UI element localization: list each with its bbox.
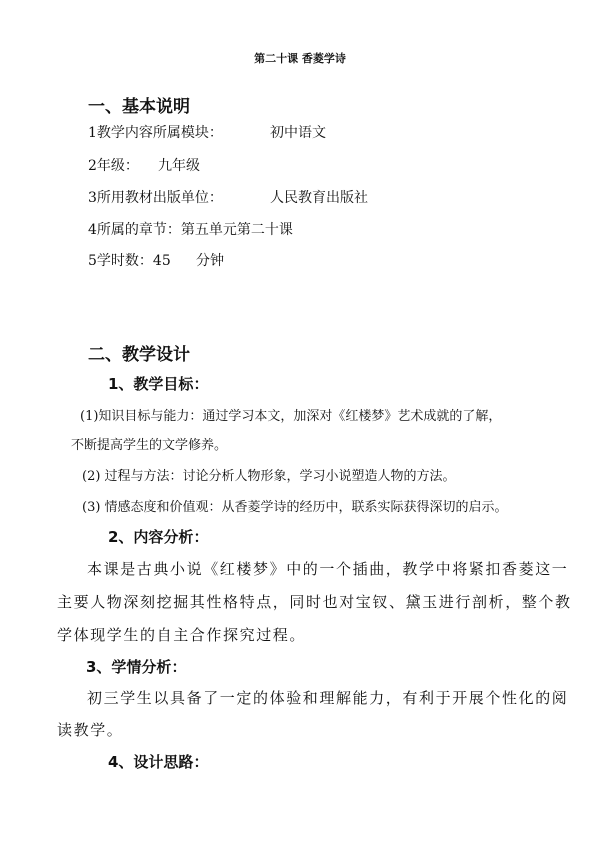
content-paragraph-line: 本课是古典小说《红楼梦》中的一个插曲，教学中将紧扣香菱这一 — [87, 560, 569, 578]
info-label: 1教学内容所属模块： — [88, 125, 223, 141]
learner-paragraph-line: 读教学。 — [57, 721, 124, 739]
info-item-hours — [88, 250, 488, 270]
info-label: 2年级： — [88, 158, 139, 174]
goal-line: (3) 情感态度和价值观：从香菱学诗的经历中，联系实际获得深切的启示。 — [82, 500, 508, 515]
info-item-publisher — [88, 187, 488, 207]
subheading-design-ideas: 4、设计思路： — [108, 753, 209, 771]
info-value: 人民教育出版社 — [270, 190, 368, 206]
info-item-grade — [88, 155, 488, 175]
content-paragraph-line: 主要人物深刻挖掘其性格特点，同时也对宝钗、黛玉进行剖析，整个教 — [57, 593, 572, 611]
goal-line: 不断提高学生的文学修养。 — [71, 438, 228, 453]
section-heading-basic-info: 一、基本说明 — [88, 97, 190, 117]
subheading-teaching-goals: 1、教学目标： — [108, 375, 209, 393]
goal-line: (2) 过程与方法：讨论分析人物形象，学习小说塑造人物的方法。 — [82, 469, 456, 484]
content-paragraph-line: 学体现学生的自主合作探究过程。 — [57, 626, 307, 644]
page-title: 第二十课 香菱学诗 — [254, 52, 346, 65]
subheading-learner-analysis: 3、学情分析： — [86, 658, 187, 676]
info-value: 初中语文 — [270, 125, 326, 141]
info-label: 3所用教材出版单位： — [88, 190, 223, 206]
subheading-content-analysis: 2、内容分析： — [108, 528, 209, 546]
info-item-chapter — [88, 219, 488, 239]
learner-paragraph-line: 初三学生以具备了一定的体验和理解能力，有利于开展个性化的阅 — [87, 689, 569, 707]
info-value: 分钟 — [196, 253, 224, 269]
goal-line: (1)知识目标与能力：通过学习本文，加深对《红楼梦》艺术成就的了解， — [80, 409, 502, 424]
info-label: 5学时数：45 — [88, 253, 171, 269]
info-value: 九年级 — [158, 158, 200, 174]
info-label: 4所属的章节：第五单元第二十课 — [88, 222, 293, 238]
info-item-module — [88, 122, 488, 142]
section-heading-teaching-design: 二、教学设计 — [88, 345, 190, 365]
